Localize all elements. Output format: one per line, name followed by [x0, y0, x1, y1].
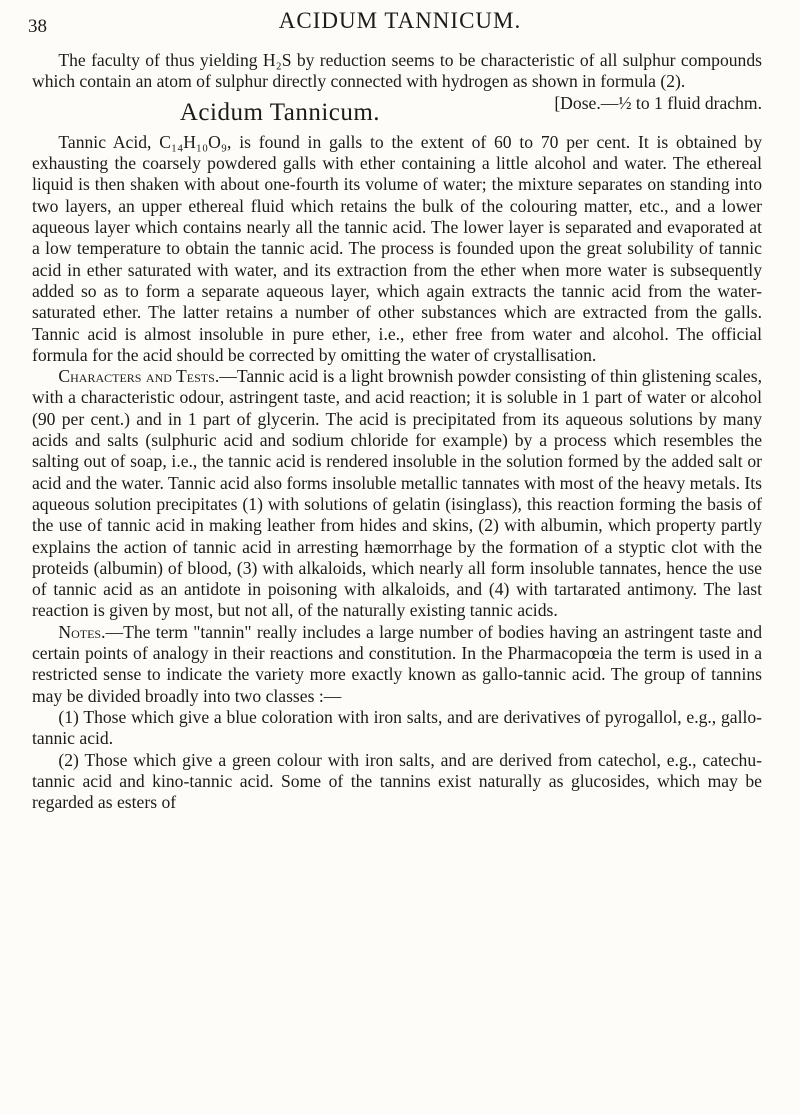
notes-text: —The term "tannin" really includes a large number of bodies having an astringent taste and certain points of analogy in their reactions and constitution. In the Pharmacopœia the term is used in a restricted sense to indicate the variety more exactly known as gallo-tannic acid. The group of tannins may be divided broadly into two classes :— — [32, 621, 762, 706]
section-title: Acidum Tannicum. — [179, 98, 381, 126]
characters-tests-heading: Characters and Tests. — [58, 366, 220, 387]
paragraph-class-2: (2) Those which give a green colour with iron salts, and are derived from catechol, e.g., catechu-tannic acid and kino-tannic acid. Some of the tannins exist naturally as glucosides, which may be regarded as esters of — [32, 749, 762, 813]
page-body — [32, 50, 762, 813]
paragraph-characters-tests — [32, 366, 762, 622]
characters-tests-text: —Tannic acid is a light brownish powder consisting of thin glistening scales, with a characteristic odour, astringent taste, and acid reaction; it is soluble in 1 part of water or alcohol (90 per cent.) and in 1 part of glycerin. The acid is precipitated from its aqueous solutions by many acids and salts (sulphuric acid and sodium chloride for example) by a process which resembles the salting out of soap, i.e., the tannic acid is rendered insoluble in the solution formed by the added salt or acid and the water. Tannic acid also forms insoluble metallic tannates with most of the heavy metals. Its aqueous solution precipitates (1) with solutions of gelatin (isinglass), this reaction forming the basis of the use of tannic acid in making leather from hides and skins, (2) with albumin, which property partly explains the action of tannic acid in arresting hæmorrhage by the formation of a styptic clot with the proteids (albumin) of blood, (3) with alkaloids, which nearly all form insoluble tannates, hence the use of tannic acid as an antidote in poisoning with alkaloids, and (4) with tartarated antimony. The last reaction is given by most, but not all, of the naturally existing tannic acids. — [32, 366, 762, 621]
notes-heading: Notes. — [58, 621, 106, 642]
paragraph-notes — [32, 622, 762, 707]
intro-text: The faculty of thus yielding H₂S by reduction seems to be characteristic of all sulphur compounds which contain an atom of sulphur directly connected with hydrogen as shown in formula (2). — [32, 50, 762, 92]
page-number: 38 — [28, 16, 47, 37]
running-head: ACIDUM TANNICUM. — [278, 8, 522, 33]
dose-note: [Dose.—½ to 1 fluid drachm. — [554, 92, 762, 113]
paragraph-class-1: (1) Those which give a blue coloration with iron salts, and are derivatives of pyrogallol, e.g., gallo-tannic acid. — [32, 706, 762, 749]
paragraph-tannic-acid: Tannic Acid, C₁₄H₁₀O₉, is found in galls to the extent of 60 to 70 per cent. It is obtained by exhausting the coarsely powdered galls with ether containing a little alcohol and water. The ethereal liquid is then shaken with about one-fourth its volume of water; the mixture separates on standing into two layers, an upper ethereal fluid which retains the bulk of the colouring matter, etc., and a lower aqueous layer which contains nearly all the tannic acid. The lower layer is separated and evaporated at a low temperature to obtain the tannic acid. The process is founded upon the great solubility of tannic acid in ether saturated with water, and its extraction from the ether when more water is subsequently added so as to form a separate aqueous layer, which again extracts the tannic acid from the water-saturated ether. The latter retains a number of other substances which are extracted from the galls. Tannic acid is almost insoluble in pure ether, i.e., ether free from water and alcohol. The official formula for the acid should be corrected by omitting the water of crystallisation. — [32, 131, 762, 365]
